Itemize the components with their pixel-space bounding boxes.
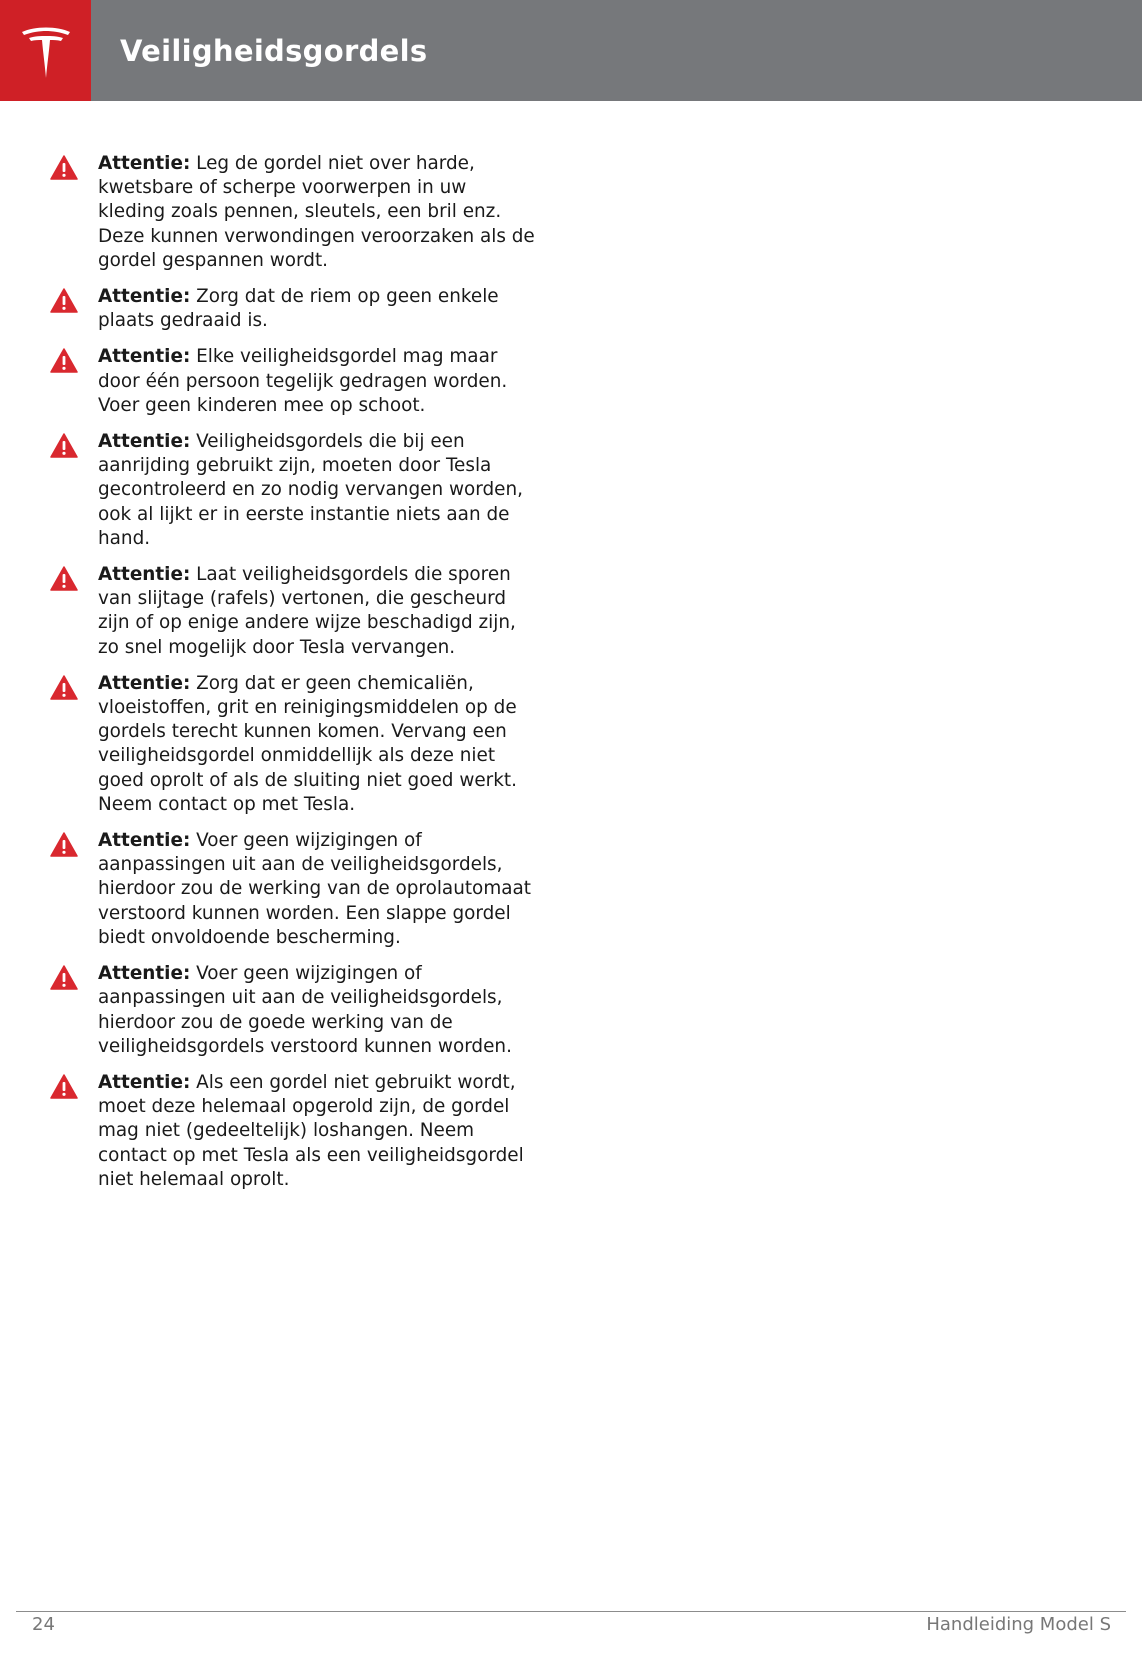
page-number: 24: [32, 1614, 55, 1635]
warning-label: Attentie:: [98, 346, 191, 368]
warning-label: Attentie:: [98, 431, 191, 453]
warning-triangle-icon: [50, 563, 98, 595]
warning-text: [98, 962, 538, 1059]
warning-text: [98, 345, 538, 418]
warning-triangle-icon: [50, 962, 98, 994]
warning-label: Attentie:: [98, 672, 191, 694]
warning-triangle-icon: [50, 152, 98, 184]
warning-label: Attentie:: [98, 153, 191, 174]
warning-item: [50, 430, 540, 551]
manual-name: Handleiding Model S: [926, 1614, 1111, 1635]
warning-label: Attentie:: [98, 963, 191, 985]
warning-triangle-icon: [50, 285, 98, 317]
warning-label: Attentie:: [98, 1071, 191, 1093]
warning-item: [50, 285, 540, 333]
warning-triangle-icon: [50, 829, 98, 861]
title-bar: [91, 0, 1142, 101]
warnings-list: [50, 152, 540, 1204]
warning-body: Leg de gordel niet over harde, kwetsbare of scherpe voorwerpen in uw kleding zoals pennen, sleutels, een bril enz. Deze kunnen verwondingen veroorzaken als de gordel gespannen wordt.: [98, 153, 535, 271]
warning-triangle-icon: [50, 672, 98, 704]
warning-body: Veiligheidsgordels die bij een aanrijding gebruikt zijn, moeten door Tesla gecontroleerd en zo nodig vervangen worden, ook al lijkt er in eerste instantie niets aan de hand.: [98, 431, 523, 549]
tesla-logo-icon: [19, 22, 73, 80]
warning-triangle-icon: [50, 430, 98, 462]
page-title: Veiligheidsgordels: [120, 33, 428, 68]
warning-text: [98, 1071, 538, 1192]
warning-text: [98, 672, 538, 817]
tesla-logo: [0, 0, 91, 101]
warning-item: [50, 672, 540, 817]
warning-label: Attentie:: [98, 286, 191, 308]
warning-item: [50, 152, 540, 273]
page-header: [0, 0, 1142, 101]
warning-label: Attentie:: [98, 830, 191, 852]
warning-body: Voer geen wijzigingen of aanpassingen uit aan de veiligheidsgordels, hierdoor zou de goede werking van de veiligheidsgordels verstoord kunnen worden.: [98, 963, 512, 1057]
warning-body: Elke veiligheidsgordel mag maar door één persoon tegelijk gedragen worden. Voer geen kinderen mee op schoot.: [98, 346, 508, 416]
footer-divider: [16, 1611, 1126, 1612]
warning-body: Als een gordel niet gebruikt wordt, moet deze helemaal opgerold zijn, de gordel mag niet (gedeeltelijk) loshangen. Neem contact op met Tesla als een veiligheidsgordel niet helemaal oprolt.: [98, 1071, 524, 1190]
warning-text: [98, 430, 538, 551]
warning-triangle-icon: [50, 1071, 98, 1103]
warning-item: [50, 563, 540, 660]
warning-label: Attentie:: [98, 564, 191, 586]
warning-text: [98, 152, 538, 273]
warning-body: Laat veiligheidsgordels die sporen van slijtage (rafels) vertonen, die gescheurd zijn of op enige andere wijze beschadigd zijn, zo snel mogelijk door Tesla vervangen.: [98, 564, 516, 658]
warning-body: Zorg dat de riem op geen enkele plaats gedraaid is.: [98, 286, 499, 332]
warning-item: [50, 345, 540, 418]
warning-text: [98, 829, 538, 950]
warning-item: [50, 1071, 540, 1192]
warning-text: [98, 285, 538, 333]
warning-body: Voer geen wijzigingen of aanpassingen uit aan de veiligheidsgordels, hierdoor zou de werking van de oprolautomaat verstoord kunnen worden. Een slappe gordel biedt onvoldoende bescherming.: [98, 830, 531, 948]
warning-body: Zorg dat er geen chemicaliën, vloeistoffen, grit en reinigingsmiddelen op de gordels terecht kunnen komen. Vervang een veiligheidsgordel onmiddellijk als deze niet goed oprolt of als de sluiting niet goed werkt. Neem contact op met Tesla.: [98, 672, 517, 815]
warning-item: [50, 829, 540, 950]
warning-triangle-icon: [50, 345, 98, 377]
warning-text: [98, 563, 538, 660]
warning-item: [50, 962, 540, 1059]
